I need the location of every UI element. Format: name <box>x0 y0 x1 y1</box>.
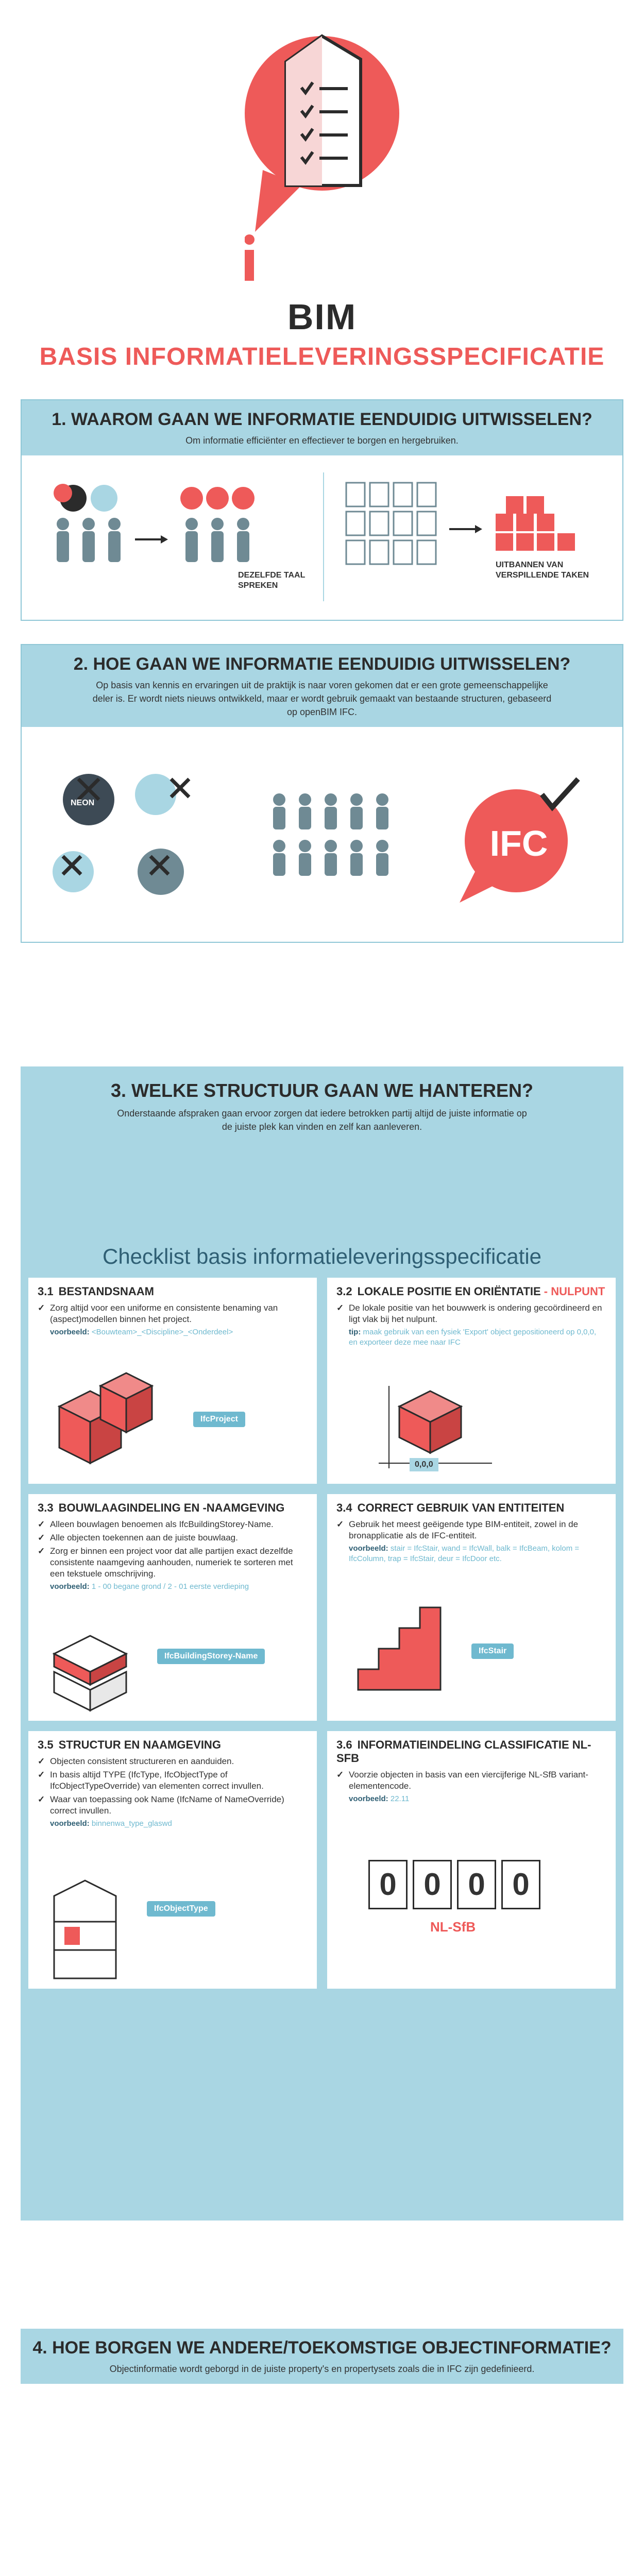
section-2-heading: 2. HOE GAAN WE INFORMATIE EENDUIDIG UITWISSELEN? <box>73 654 571 674</box>
storeys-illustration <box>44 1623 147 1716</box>
section-1 <box>21 399 623 621</box>
card-item: ✓ Zorg altijd voor een uniforme en consistente benaming van (aspect)modellen binnen het project. <box>38 1302 308 1325</box>
bubbles-x-illustration <box>42 764 248 928</box>
section-2-intro: Op basis van kennis en ervaringen uit de praktijk is naar voren gekomen dat er een grote gemeenschappelijke deler is. Er wordt niets nieuws ontwikkeld, maar er wordt gebruik gemaakt van bestaande structuren, gebaseerd op openBIM IFC. <box>92 680 552 717</box>
tag-ifcproject: IfcProject <box>193 1412 245 1427</box>
card-3-6: 3.6 INFORMATIEINDELING CLASSIFICATIE NL-SFB ✓ Voorzie objecten in basis van een viercijferige NL-SfB variant-elementencode. voorbeeld: 22.11 0 0 0 0 NL-SfB <box>327 1731 616 1989</box>
card-3-5: 3.5 STRUCTUR EN NAAMGEVING ✓ Objecten consistent structureren en aanduiden. ✓ In basis altijd TYPE (IfcType, IfcObjectType of IfcObjectTypeOverride) van elementen correct invullen. ✓ Waar van toepassing ook Name (IfcName of NameOverride) correct invullen. voorbeeld: binnenwa_type_glaswd IfcObjectType <box>28 1731 317 1989</box>
section-3-bottom <box>21 1999 623 2221</box>
section-4 <box>21 2329 623 2576</box>
caption-waste: UITBANNEN VAN VERSPILLENDE TAKEN <box>496 561 589 580</box>
crowd-illustration <box>264 789 418 908</box>
page-subtitle: BASIS INFORMATIELEVERINGSSPECIFICATIE <box>39 343 605 370</box>
section-3-heading: 3. WELKE STRUCTUUR GAAN WE HANTEREN? <box>111 1080 533 1101</box>
card-item: ✓ In basis altijd TYPE (IfcType, IfcObjectType of IfcObjectTypeOverride) van elementen correct invullen. <box>38 1769 308 1792</box>
card-3-1: 3.1 BESTANDSNAAM ✓ Zorg altijd voor een uniforme en consistente benaming van (aspect)modellen binnen het project. voorbeeld: <Bouwteam>_<Discipline>_<Onderdeel> IfcProject <box>28 1278 317 1484</box>
stair-illustration <box>348 1597 461 1700</box>
nlsfb-label: NL-SfB <box>430 1919 476 1935</box>
section-1-header <box>22 400 622 455</box>
card-item: ✓ Zorg er binnen een project voor dat alle partijen exact dezelfde consistente naamgeving aanhouden, numeriek te sorteren met een tekstuele omschrijving. <box>38 1546 308 1580</box>
card-3-2: 3.2 LOKALE POSITIE EN ORIËNTATIE - NULPUNT ✓ De lokale positie van het bouwwerk is ondering gecoördineerd en ligt vlak bij het nulpunt. tip: maak gebruik van een fysiek 'Export' object gepositioneerd op 0,0,0, en exporteer deze mee naar IFC 0,0,0 <box>327 1278 616 1484</box>
page-title: BIM <box>287 297 357 337</box>
section-2-header <box>22 645 622 727</box>
caption-same-language: DEZELFDE TAAL SPREKEN <box>238 571 306 590</box>
section-3-intro: Onderstaande afspraken gaan ervoor zorgen dat iedere betrokken partij altijd de juiste informatie op de juiste plek kan vinden en zelf kan aanleveren. <box>117 1108 527 1132</box>
card-3-3: 3.3 BOUWLAAGINDELING EN -NAAMGEVING ✓ Alleen bouwlagen benoemen als IfcBuildingStorey-Name. ✓ Alle objecten toekennen aan de juiste bouwlaag. ✓ Zorg er binnen een project voor dat alle partijen exact dezelfde consistente naamgeving aanhouden, numeriek te sorteren met een tekstuele omschrijving. voorbeeld: 1 - 00 begane grond / 2 - 01 eerste verdieping IfcBuildingStorey-Name <box>28 1494 317 1721</box>
section-4-intro: Objectinformatie wordt geborgd in de juiste property's en propertysets zoals die in IFC zijn gedefinieerd. <box>109 2364 535 2374</box>
structure-illustration <box>44 1875 137 1984</box>
checklist-title: Checklist basis informatieleveringsspecificatie <box>102 1244 542 1268</box>
card-item: ✓ Gebruik het meest geëigende type BIM-entiteit, zowel in de bronapplicatie als de IFC-entiteit. <box>336 1519 606 1541</box>
tag-ifcstair: IfcStair <box>471 1643 514 1659</box>
card-3-4: 3.4 CORRECT GEBRUIK VAN ENTITEITEN ✓ Gebruik het meest geëigende type BIM-entiteit, zowel in de bronapplicatie als de IFC-entiteit. voorbeeld: stair = IfcStair, wand = IfcWall, balk = IfcBeam, kolom = IfcColumn, trap = IfcStair, deur = IfcDoor etc. IfcStair <box>327 1494 616 1721</box>
building-speech-icon <box>245 15 399 283</box>
neon-label: NEON <box>71 799 95 807</box>
card-item: ✓ Objecten consistent structureren en aanduiden. <box>38 1756 308 1767</box>
card-item: ✓ De lokale positie van het bouwwerk is ondering gecoördineerd en ligt vlak bij het nulpunt. <box>336 1302 606 1325</box>
nlsfb-digits: 0 0 0 0 <box>368 1860 540 1909</box>
section-1-intro: Om informatie efficiënter en effectiever te borgen en hergebruiken. <box>185 435 459 446</box>
card-item: ✓ Alleen bouwlagen benoemen als IfcBuildingStorey-Name. <box>38 1519 308 1530</box>
section-4-heading: 4. HOE BORGEN WE ANDERE/TOEKOMSTIGE OBJECTINFORMATIE? <box>32 2338 612 2358</box>
section-2 <box>21 644 623 943</box>
card-item: ✓ Voorzie objecten in basis van een viercijferige NL-SfB variant-elementencode. <box>336 1769 606 1792</box>
tag-objecttype: IfcObjectType <box>147 1901 215 1917</box>
section-1-heading: 1. WAAROM GAAN WE INFORMATIE EENDUIDIG UITWISSELEN? <box>52 410 592 429</box>
section-4-header <box>21 2329 623 2384</box>
card-item: ✓ Alle objecten toekennen aan de juiste bouwlaag. <box>38 1532 308 1544</box>
cubes-illustration <box>49 1365 162 1473</box>
ifc-label: IFC <box>489 823 548 863</box>
divider <box>323 472 324 601</box>
origin-label: 0,0,0 <box>410 1458 438 1471</box>
tag-buildingstorey: IfcBuildingStorey-Name <box>157 1649 265 1664</box>
card-item: ✓ Waar van toepassing ook Name (IfcName of NameOverride) correct invullen. <box>38 1794 308 1817</box>
